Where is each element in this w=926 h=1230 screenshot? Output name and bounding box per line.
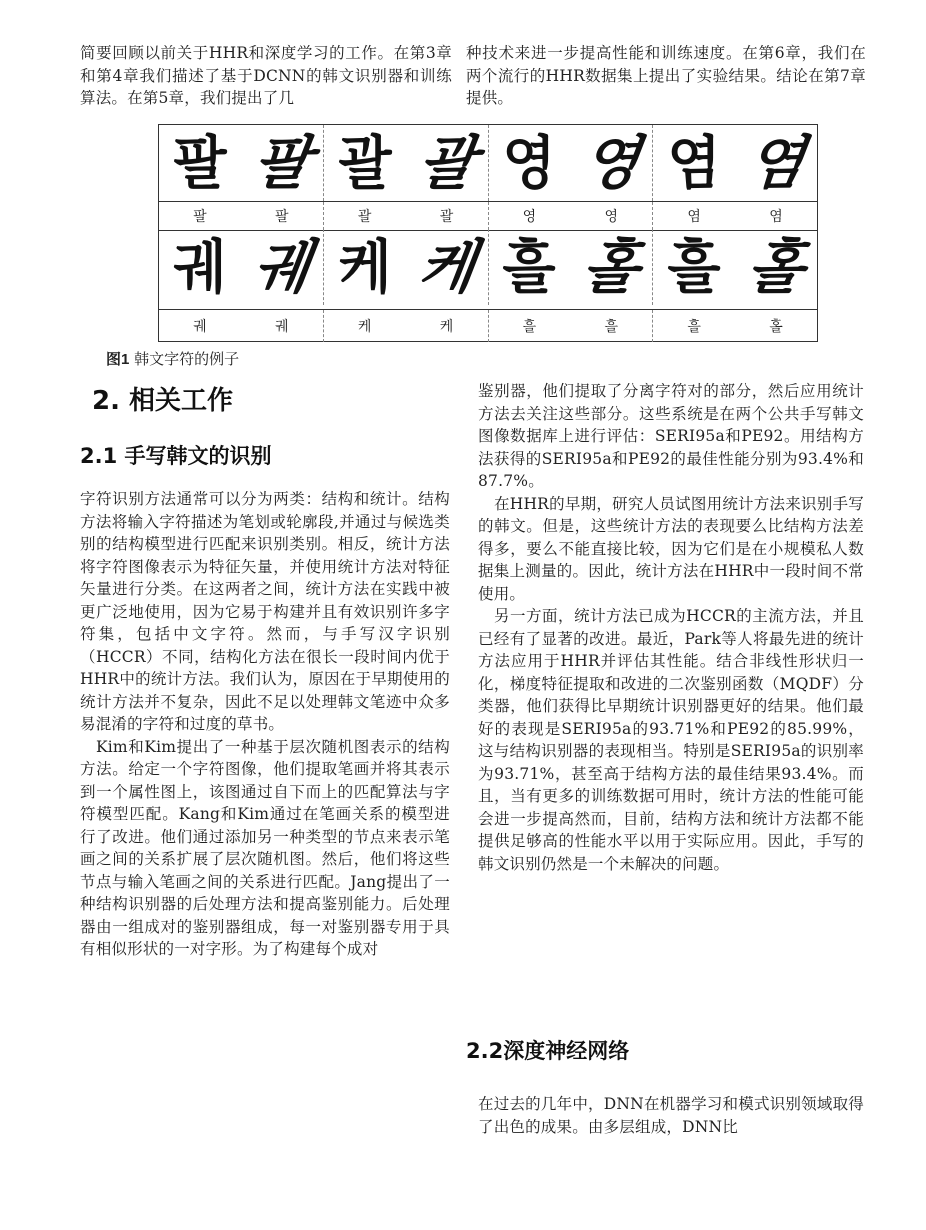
handwritten-glyph: 케 [338, 233, 392, 301]
figure-cell [159, 229, 323, 305]
figure-cell [323, 125, 488, 201]
body-paragraph: 在过去的几年中，DNN在机器学习和模式识别领域取得了出色的成果。由多层组成，DNN比 [478, 1095, 864, 1136]
figure-cell [652, 229, 817, 305]
handwritten-glyph: 흘 [667, 233, 721, 301]
glyph-label: 흘 [604, 319, 619, 335]
glyph-label: 염 [769, 209, 783, 225]
glyph-label: 팔 [193, 209, 207, 225]
handwritten-glyph: 괄 [413, 129, 480, 197]
handwritten-glyph: 궤 [173, 233, 227, 301]
figure-cell [323, 229, 488, 305]
handwritten-glyph: 홀 [578, 233, 645, 301]
body-paragraph: 另一方面，统计方法已成为HCCR的主流方法，并且已经有了显著的改进。最近，Park等人将最先进的统计方法应用于HHR并评估其性能。结合非线性形状归一化，梯度特征提取和改进的二次鉴别函数（MQDF）分类器，他们获得比早期统计识别器更好的结果。他们最好的表现是SERI95a的93.71%和PE92的85.99%，这与结构识别器的表现相当。特别是SERI95a的识别率为93.71%，甚至高于结构方法的最佳结果93.4%。而且，当有更多的训练数据可用时，统计方法的性能可能会进一步提高然而，目前，结构方法和统计方法都不能提供足够高的性能水平以用于实际应用。因此，手写的韩文识别仍然是一个未解决的问题。 [478, 607, 864, 873]
figure-glyph-row-1 [159, 125, 817, 201]
handwritten-glyph: 영 [502, 129, 557, 197]
subsection-heading-dnn: 2.2深度神经网络 [466, 1039, 630, 1063]
glyph-label: 궤 [275, 319, 289, 335]
handwritten-glyph: 염 [667, 129, 721, 197]
figure-cell [488, 229, 653, 305]
glyph-label: 궤 [193, 319, 207, 335]
glyph-label: 케 [439, 319, 454, 335]
figure-label-cell [652, 202, 817, 230]
intro-text-right [466, 42, 866, 110]
figure-label-row-1 [159, 201, 817, 231]
subsection-heading-hhr: 2.1 手写韩文的识别 [80, 444, 272, 468]
body-paragraph: Kim和Kim提出了一种基于层次随机图表示的结构方法。给定一个字符图像，他们提取笔画并将其表示到一个属性图上，该图通过自下而上的匹配算法与字符模型匹配。Kang和Kim通过在笔画关系的模型进行了改进。他们通过添加另一种类型的节点来表示笔画之间的关系扩展了层次随机图。然后，他们将这些节点与输入笔画之间的关系进行匹配。Jang提出了一种结构识别器的后处理方法和提高鉴别能力。后处理器由一组成对的鉴别器组成，每一对鉴别器专用于具有相似形状的一对字形。为了构建每个成对 [80, 737, 450, 958]
handwritten-glyph: 케 [413, 233, 480, 301]
handwritten-glyph: 영 [578, 129, 645, 197]
right-column-body [478, 380, 864, 875]
glyph-label: 염 [687, 209, 701, 225]
body-paragraph: 在HHR的早期，研究人员试图用统计方法来识别手写的韩文。但是，这些统计方法的表现要么比结构方法差得多，要么不能直接比较，因为它们是在小规模私人数据集上测量的。因此，统计方法在HHR中一段时间不常使用。 [478, 494, 864, 603]
section-heading-related-work: 2. 相关工作 [92, 386, 234, 416]
glyph-label: 흘 [687, 319, 701, 335]
body-paragraph: 鉴别器，他们提取了分离字符对的部分，然后应用统计方法去关注这些部分。这些系统是在两个公共手写韩文图像数据库上进行评估：SERI95a和PE92。用结构方法获得的SERI95a和PE92的最佳性能分别为93.4%和87.7%。 [478, 382, 864, 490]
figure-label-cell [488, 202, 653, 230]
figure-label-cell [159, 202, 323, 230]
handwritten-glyph: 괄 [338, 129, 392, 197]
glyph-label: 영 [522, 209, 537, 225]
figure-label-row-2 [159, 309, 817, 342]
body-paragraph: 字符识别方法通常可以分为两类：结构和统计。结构方法将输入字符描述为笔划或轮廓段,并通过与候选类别的结构模型进行匹配来识别类别。相反，统计方法将字符图像表示为特征矢量，并使用统计方法对特征矢量进行分类。在这两者之间，统计方法在实践中被更广泛地使用，因为它易于构建并且有效识别许多字符集，包括中文字符。然而，与手写汉字识别（HCCR）不同，结构化方法在很长一段时间内优于HHR中的统计方法。我们认为，原因在于早期使用的统计方法并不复杂，因此不足以处理韩文笔迹中众多易混淆的字符和过度的草书。 [80, 490, 450, 733]
glyph-label: 괄 [357, 209, 372, 225]
figure-glyph-row-2 [159, 229, 817, 305]
dnn-section-body [478, 1093, 864, 1138]
left-column-body [80, 488, 450, 961]
figure-label-cell [323, 310, 488, 342]
figure-label-cell [323, 202, 488, 230]
intro-text-left [80, 42, 452, 110]
glyph-label: 팔 [275, 209, 289, 225]
figure-cell [159, 125, 323, 201]
handwritten-glyph: 팔 [173, 129, 227, 197]
glyph-label: 케 [357, 319, 372, 335]
figure-caption-text: 韩文字符的例子 [134, 350, 240, 368]
figure-cell [652, 125, 817, 201]
intro-paragraph-left: 简要回顾以前关于HHR和深度学习的工作。在第3章和第4章我们描述了基于DCNN的韩文识别器和训练算法。在第5章，我们提出了几 [80, 44, 452, 107]
handwritten-glyph: 팔 [249, 129, 315, 197]
figure-label-cell [652, 310, 817, 342]
glyph-label: 영 [604, 209, 619, 225]
figure-label-cell [488, 310, 653, 342]
handwritten-glyph: 궤 [249, 233, 315, 301]
handwritten-glyph: 흘 [502, 233, 557, 301]
handwritten-glyph: 염 [743, 129, 809, 197]
glyph-label: 홀 [769, 319, 783, 335]
figure-cell [488, 125, 653, 201]
intro-paragraph-right: 种技术来进一步提高性能和训练速度。在第6章，我们在两个流行的HHR数据集上提出了实验结果。结论在第7章提供。 [466, 44, 866, 107]
glyph-label: 괄 [439, 209, 454, 225]
handwritten-glyph: 홀 [743, 233, 809, 301]
glyph-label: 흘 [522, 319, 537, 335]
figure-caption-label: 图1 [106, 351, 130, 368]
figure-caption [106, 348, 239, 369]
figure-label-cell [159, 310, 323, 342]
figure-korean-characters [158, 124, 818, 342]
